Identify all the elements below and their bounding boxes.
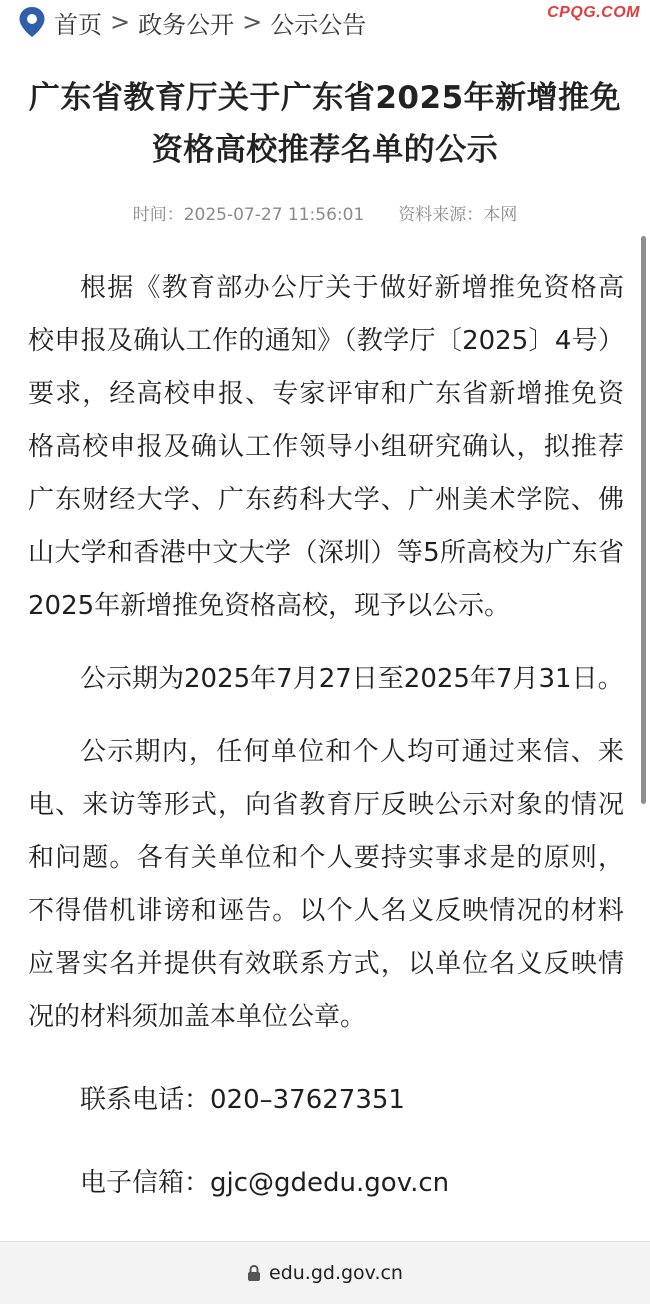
breadcrumb — [18, 4, 366, 40]
page-title: 广东省教育厅关于广东省2025年新增推免资格高校推荐名单的公示 — [28, 80, 622, 168]
contact-phone — [28, 1074, 624, 1127]
url-text[interactable]: edu.gd.gov.cn — [269, 1262, 403, 1284]
location-pin-icon — [18, 6, 46, 38]
email-label: 电子信箱： — [80, 1168, 211, 1198]
breadcrumb-separator: > — [242, 8, 263, 36]
breadcrumb-section-link[interactable]: 政务公开 — [138, 10, 235, 39]
breadcrumb-separator: > — [110, 8, 131, 36]
paragraph-period: 公示期为2025年7月27日至2025年7月31日。 — [80, 664, 624, 694]
phone-number[interactable]: 020–37627351 — [210, 1085, 405, 1115]
phone-label: 联系电话： — [80, 1085, 211, 1115]
address-bar[interactable] — [0, 1241, 650, 1304]
source-label: 资料来源： — [398, 205, 484, 225]
article-body — [28, 262, 624, 1230]
contact-email — [28, 1157, 624, 1210]
time-label: 时间： — [132, 205, 184, 225]
email-address[interactable]: gjc@gdedu.gov.cn — [210, 1168, 450, 1198]
breadcrumb-current-link[interactable]: 公示公告 — [270, 10, 367, 39]
paragraph-basis: 根据《教育部办公厅关于做好新增推免资格高校申报及确认工作的通知》（教学厅〔2025〕4号）要求，经高校申报、专家评审和广东省新增推免资格高校申报及确认工作领导小组研究确认，拟推荐广东财经大学、广东药科大学、广州美术学院、佛山大学和香港中文大学（深圳）等5所高校为广东省2025年新增推免资格高校，现予以公示。 — [28, 273, 624, 621]
paragraph-feedback: 公示期内，任何单位和个人均可通过来信、来电、来访等形式，向省教育厅反映公示对象的情况和问题。各有关单位和个人要持实事求是的原则，不得借机诽谤和诬告。以个人名义反映情况的材料应署实名并提供有效联系方式，以单位名义反映情况的材料须加盖本单位公章。 — [28, 737, 624, 1032]
source-value: 本网 — [483, 205, 518, 225]
scrollbar[interactable] — [641, 236, 646, 804]
site-watermark: CPQG.COM — [547, 4, 640, 21]
article-meta — [0, 200, 650, 225]
publish-time: 2025-07-27 11:56:01 — [183, 205, 365, 225]
lock-icon — [247, 1264, 261, 1282]
breadcrumb-home-link[interactable]: 首页 — [54, 10, 102, 39]
